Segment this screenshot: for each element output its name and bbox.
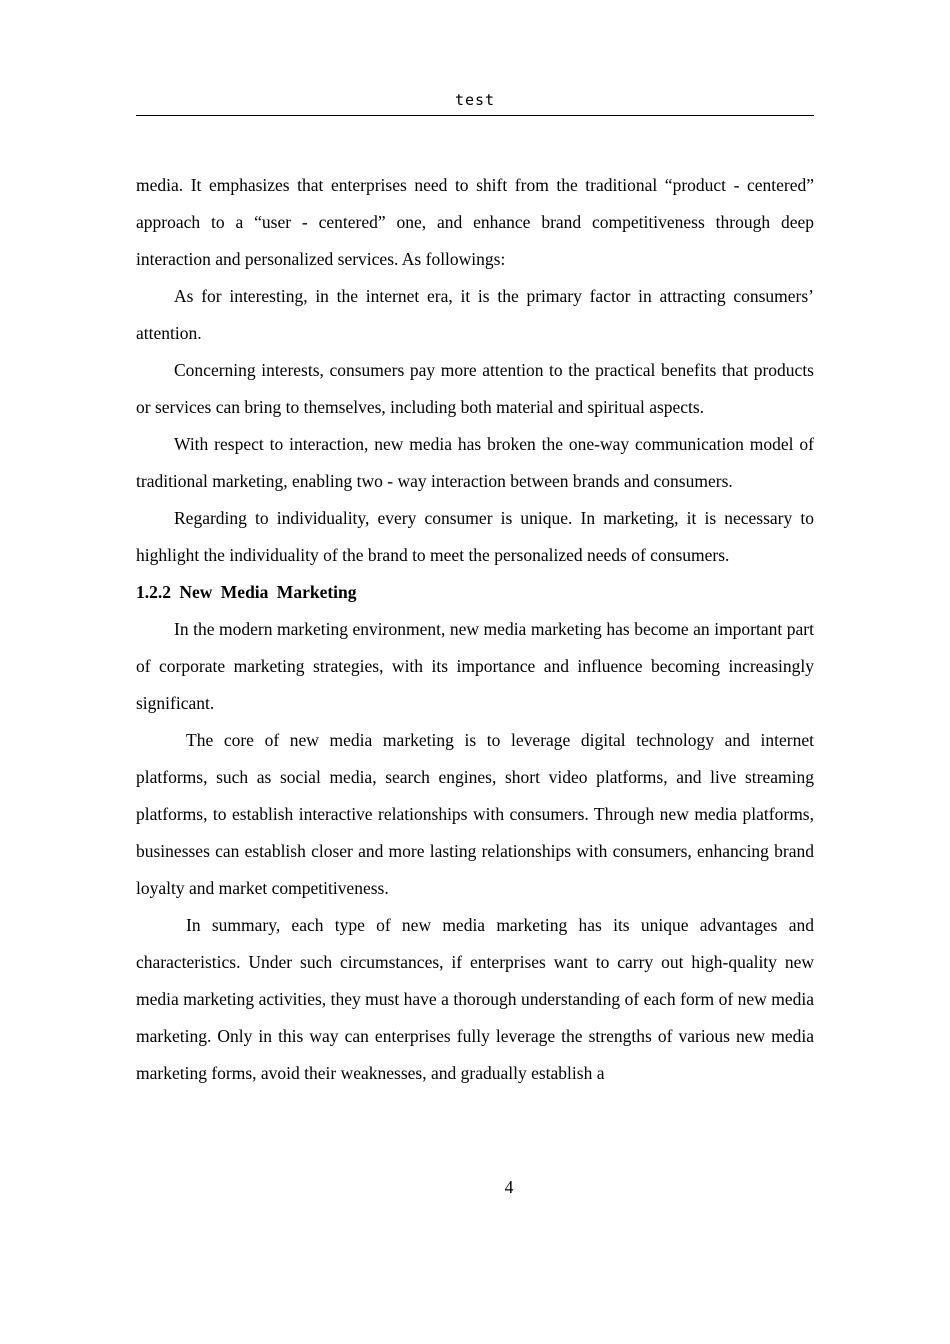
section-heading: 1.2.2 New Media Marketing bbox=[136, 582, 357, 602]
header-rule bbox=[136, 115, 814, 116]
page-number: 4 bbox=[504, 1177, 514, 1197]
paragraph-core: The core of new media marketing is to leverage digital technology and internet platforms, such as social media, search engines, short video platforms, and live streaming platforms, to establish interactive relationships with consumers. Through new media platforms, businesses can establish closer and more lasting relationships with consumers, enhancing brand loyalty and market competitiveness. bbox=[136, 730, 814, 898]
paragraph-interaction: With respect to interaction, new media has broken the one-way communication model of traditional marketing, enabling two - way interaction between brands and consumers. bbox=[136, 434, 814, 491]
paragraph-interesting: As for interesting, in the internet era, it is the primary factor in attracting consumers’ attention. bbox=[136, 286, 814, 343]
paragraph-summary: In summary, each type of new media marketing has its unique advantages and characteristics. Under such circumstances, if enterprises want to carry out high-quality new media marketing activities, they must have a thorough understanding of each form of new media marketing. Only in this way can enterprises fully leverage the strengths of various new media marketing forms, avoid their weaknesses, and gradually establish a bbox=[136, 915, 814, 1083]
running-header: test bbox=[454, 91, 496, 109]
paragraph-individuality: Regarding to individuality, every consumer is unique. In marketing, it is necessary to highlight the individuality of the brand to meet the personalized needs of consumers. bbox=[136, 508, 814, 565]
paragraph-continuation: media. It emphasizes that enterprises need to shift from the traditional “product - centered” approach to a “user - centered” one, and enhance brand competitiveness through deep interaction and personalized services. As followings: bbox=[136, 175, 814, 269]
paragraph-interests: Concerning interests, consumers pay more attention to the practical benefits that products or services can bring to themselves, including both material and spiritual aspects. bbox=[136, 360, 814, 417]
paragraph-environment: In the modern marketing environment, new media marketing has become an important part of corporate marketing strategies, with its importance and influence becoming increasingly significant. bbox=[136, 619, 814, 713]
body-text bbox=[136, 167, 814, 1092]
